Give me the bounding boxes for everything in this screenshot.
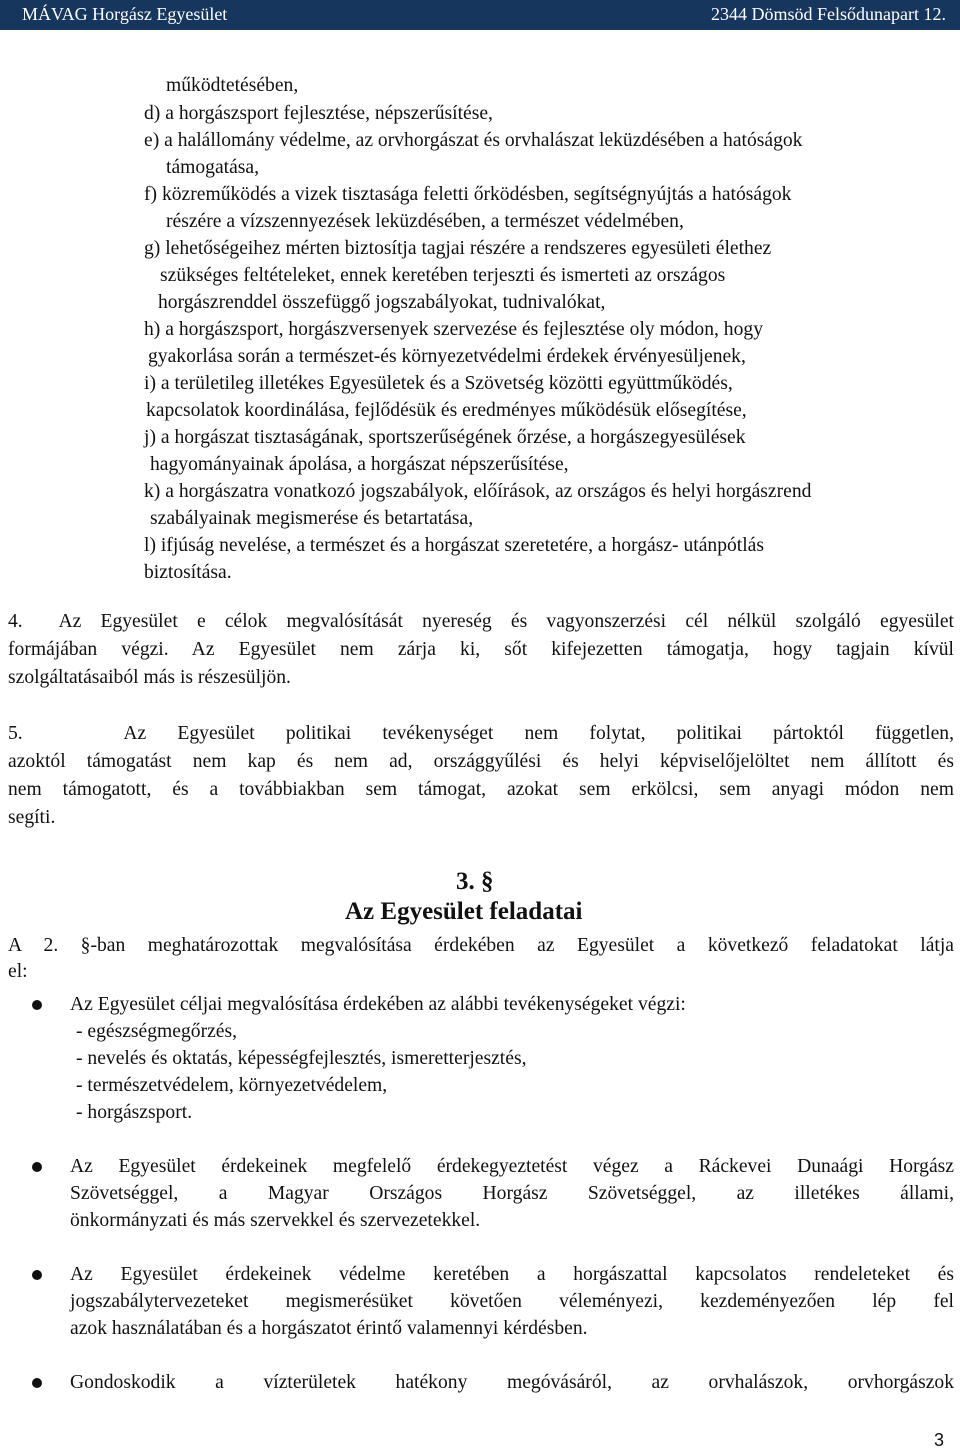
paragraph-5-line: azoktól támogatást nem kap és nem ad, országgyűlési és helyi képviselőjelöltet nem állított és: [8, 751, 954, 772]
list-item: j) a horgászat tisztaságának, sportszerűségének őrzése, a horgászegyesülések: [144, 427, 746, 448]
bullet-3-line: jogszabálytervezeteket megismerésüket követően véleményezi, kezdeményezően lép fel: [70, 1291, 954, 1312]
list-item: horgászrenddel összefüggő jogszabályokat, tudnivalókat,: [158, 292, 606, 313]
list-item: e) a halállomány védelme, az orvhorgászat és orvhalászat leküzdésében a hatóságok: [144, 130, 803, 151]
section-number: 3. §: [456, 868, 494, 895]
bullet-icon: [32, 1162, 42, 1172]
header-address: 2344 Dömsöd Felsődunapart 12.: [711, 4, 946, 24]
section-title: Az Egyesület feladatai: [345, 898, 583, 925]
bullet-2-line: Az Egyesület érdekeinek megfelelő érdekegyeztetést végez a Ráckevei Dunaági Horgász: [70, 1156, 954, 1177]
list-item: g) lehetőségeihez mérten biztosítja tagjai részére a rendszeres egyesületi élethez: [144, 238, 772, 259]
bullet-1-subitem: - nevelés és oktatás, képességfejlesztés, ismeretterjesztés,: [76, 1048, 527, 1069]
paragraph-4-line: 4. Az Egyesület e célok megvalósítását nyereség és vagyonszerzési cél nélkül szolgáló egyesület: [8, 611, 954, 632]
bullet-icon: [32, 1378, 42, 1388]
bullet-1-subitem: - horgászsport.: [76, 1102, 193, 1123]
list-item: gyakorlása során a természet-és környezetvédelmi érdekek érvényesüljenek,: [148, 346, 746, 367]
bullet-1-subitem: - egészségmegőrzés,: [76, 1021, 238, 1042]
paragraph-4-line: szolgáltatásaiból más is részesüljön.: [8, 667, 291, 688]
paragraph-5-line: nem támogatott, és a továbbiakban sem támogat, azokat sem erkölcsi, sem anyagi módon nem: [8, 779, 954, 800]
paragraph-4-line: formájában végzi. Az Egyesület nem zárja ki, sőt kifejezetten támogatja, hogy tagjain kívül: [8, 639, 954, 660]
bullet-1-subitem: - természetvédelem, környezetvédelem,: [76, 1075, 388, 1096]
bullet-2-line: Szövetséggel, a Magyar Országos Horgász Szövetséggel, az illetékes állami,: [70, 1183, 954, 1204]
page-number: 3: [933, 1430, 944, 1450]
list-item: kapcsolatok koordinálása, fejlődésük és eredményes működésük elősegítése,: [146, 400, 747, 421]
bullet-2-line: önkormányzati és más szervekkel és szervezetekkel.: [70, 1210, 481, 1231]
list-item: működtetésében,: [166, 75, 299, 96]
list-item: i) a területileg illetékes Egyesületek és a Szövetség közötti együttműködés,: [144, 373, 733, 394]
list-item: szabályainak megismerése és betartatása,: [150, 508, 474, 529]
list-item: hagyományainak ápolása, a horgászat népszerűsítése,: [150, 454, 569, 475]
bullet-1-head: Az Egyesület céljai megvalósítása érdekében az alábbi tevékenységeket végzi:: [70, 994, 686, 1015]
intro-line: A 2. §-ban meghatározottak megvalósítása érdekében az Egyesület a következő feladatokat látja: [8, 935, 954, 956]
list-item: szükséges feltételeket, ennek keretében terjeszti és ismerteti az országos: [160, 265, 726, 286]
bullet-3-line: Az Egyesület érdekeinek védelme keretében a horgászattal kapcsolatos rendeleteket és: [70, 1264, 954, 1285]
list-item: részére a vízszennyezések leküzdésében, a természet védelmében,: [166, 211, 684, 232]
bullet-icon: [32, 1000, 42, 1010]
list-item: l) ifjúság nevelése, a természet és a horgászat szeretetére, a horgász- utánpótlás: [144, 535, 765, 556]
header-organization: MÁVAG Horgász Egyesület: [22, 4, 228, 24]
intro-line: el:: [8, 961, 28, 982]
list-item: d) a horgászsport fejlesztése, népszerűsítése,: [144, 103, 493, 124]
list-item: k) a horgászatra vonatkozó jogszabályok, előírások, az országos és helyi horgászrend: [144, 481, 812, 502]
paragraph-5-line: 5. Az Egyesület politikai tevékenységet nem folytat, politikai pártoktól független,: [8, 723, 954, 744]
bullet-icon: [32, 1270, 42, 1280]
bullet-4-line: Gondoskodik a vízterületek hatékony megóvásáról, az orvhalászok, orvhorgászok: [70, 1372, 954, 1393]
list-item: f) közreműködés a vizek tisztasága feletti őrködésben, segítségnyújtás a hatóságok: [144, 184, 792, 205]
list-item: h) a horgászsport, horgászversenyek szervezése és fejlesztése oly módon, hogy: [144, 319, 763, 340]
bullet-3-line: azok használatában és a horgászatot érintő valamennyi kérdésben.: [70, 1318, 588, 1339]
paragraph-5-line: segíti.: [8, 807, 56, 828]
list-item: biztosítása.: [144, 562, 232, 583]
list-item: támogatása,: [166, 157, 260, 178]
